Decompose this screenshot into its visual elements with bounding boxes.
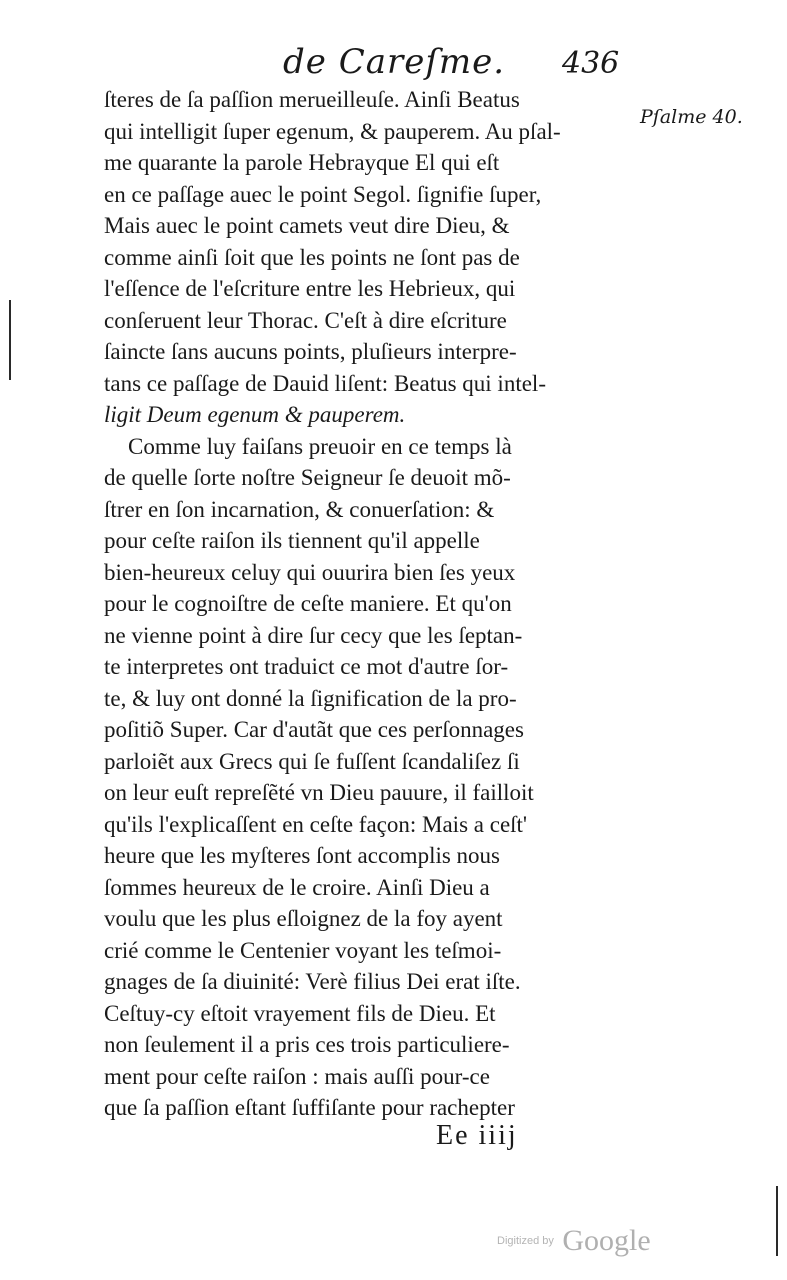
page-number: 436	[562, 46, 620, 81]
text-line: gnages de ſa diuinité: Verè filius Dei erat iſte.	[104, 969, 521, 994]
text-line: de quelle ſorte noſtre Seigneur ſe deuoit mõ-	[104, 465, 511, 490]
digitized-watermark	[497, 1224, 651, 1258]
text-line: te, & luy ont donné la ſignification de la pro-	[104, 685, 517, 711]
text-line: pour le cognoiſtre de ceſte maniere. Et qu'on	[104, 591, 512, 616]
margin-note: Pſalme 40.	[640, 106, 743, 128]
text-line: parloiẽt aux Grecs qui ſe fuſſent ſcandaliſez ſi	[104, 748, 520, 774]
text-line: qu'ils l'explicaſſent en ceſte façon: Mais a ceſt'	[104, 811, 528, 837]
text-line: ſaincte ſans aucuns points, pluſieurs interpre-	[104, 339, 517, 364]
text-line: ſommes heureux de le croire. Ainſi Dieu a	[104, 874, 490, 900]
text-line: qui intelligit ſuper egenum, & pauperem. Au pſal-	[104, 118, 561, 144]
text-line: ment pour ceſte raiſon : mais auſſi pour-ce	[104, 1063, 490, 1089]
text-line: te interpretes ont traduict ce mot d'autre ſor-	[104, 654, 509, 679]
text-line: crié comme le Centenier voyant les teſmoi-	[104, 937, 502, 963]
text-line: Mais auec le point camets veut dire Dieu, &	[104, 213, 510, 238]
digitized-prefix: Digitized by	[497, 1235, 554, 1247]
text-line: ne vienne point à dire ſur cecy que les ſeptan-	[104, 622, 523, 648]
text-line: comme ainſi ſoit que les points ne ſont pas de	[104, 244, 520, 270]
text-line: Comme luy faiſans preuoir en ce temps là	[128, 433, 512, 459]
text-line: non ſeulement il a pris ces trois particuliere-	[104, 1032, 510, 1057]
text-line: pour ceſte raiſon ils tiennent qu'il appelle	[104, 528, 480, 553]
text-line: conſeruent leur Thorac. C'eſt à dire eſcriture	[104, 307, 507, 333]
text-line: me quarante la parole Hebrayque El qui eſt	[104, 150, 500, 175]
text-line: ſtrer en ſon incarnation, & conuerſation: &	[104, 496, 495, 522]
text-line: heure que les myſteres ſont accomplis nous	[104, 843, 501, 868]
text-line: voulu que les plus eſloignez de la foy ayent	[104, 906, 503, 931]
signature-mark: Ee iiij	[436, 1120, 518, 1151]
body-text	[104, 84, 624, 1124]
text-line: l'eſſence de l'eſcriture entre les Hebrieux, qui	[104, 276, 516, 301]
text-line: que ſa paſſion eſtant ſuffiſante pour rachepter	[104, 1095, 515, 1120]
text-line: bien-heureux celuy qui ouurira bien ſes yeux	[104, 559, 516, 585]
scan-edge-mark-left	[9, 300, 11, 380]
scan-edge-mark-right	[776, 1186, 778, 1256]
google-wordmark: Google	[562, 1224, 651, 1257]
text-line: ligit Deum egenum & pauperem.	[104, 402, 406, 427]
text-line: ſteres de ſa paſſion merueilleuſe. Ainſi Beatus	[104, 87, 520, 112]
text-line: en ce paſſage auec le point Segol. ſignifie ſuper,	[104, 181, 542, 207]
text-line: Ceſtuy-cy eſtoit vrayement fils de Dieu. Et	[104, 1000, 496, 1026]
text-line: on leur euſt repreſẽté vn Dieu pauure, il failloit	[104, 780, 534, 805]
text-line: tans ce paſſage de Dauid liſent: Beatus qui intel-	[104, 370, 546, 396]
text-line: poſitiõ Super. Car d'autãt que ces perſonnages	[104, 717, 524, 742]
running-title: de Careſme.	[283, 42, 506, 82]
